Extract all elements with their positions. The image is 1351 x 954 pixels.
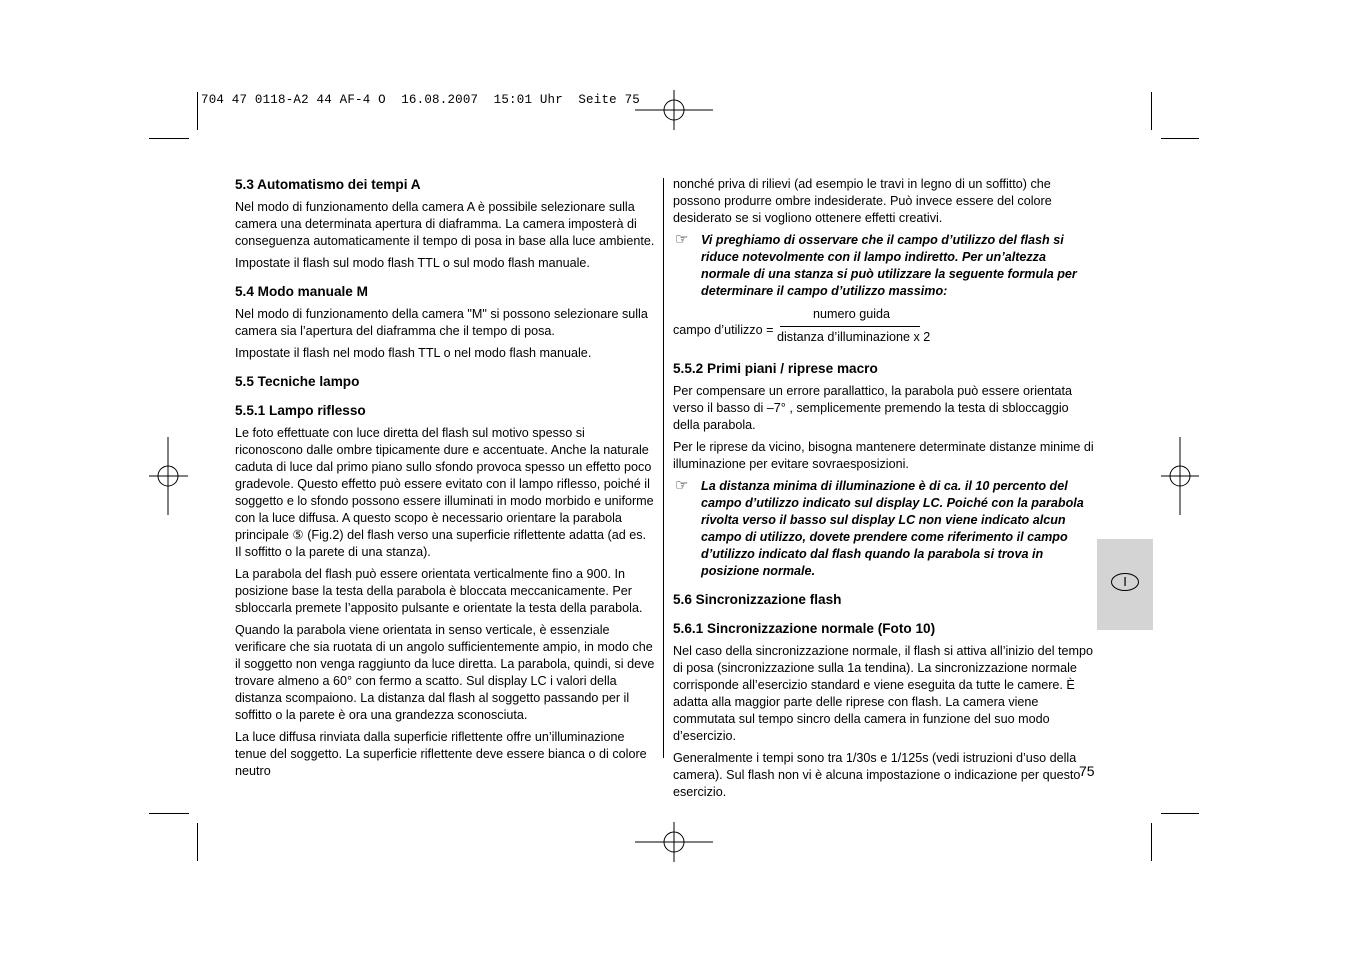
language-label: I (1123, 574, 1127, 589)
heading-5-6-1: 5.6.1 Sincronizzazione normale (Foto 10) (673, 621, 936, 636)
column-divider (663, 178, 664, 758)
formula-lhs: campo d’utilizzo = (673, 323, 774, 337)
paragraph: Per compensare un errore parallattico, la parabola può essere orientata verso il basso di –7° , semplicemente premendo la testa di sbloccaggio della parabola. (673, 384, 1073, 432)
pointing-hand-icon: ☞ (675, 477, 689, 494)
pointing-hand-icon: ☞ (675, 231, 689, 248)
formula (673, 306, 1098, 354)
paragraph: La luce diffusa rinviata dalla superficie riflettente offre un’illuminazione tenue del soggetto. La superficie riflettente deve essere bianca o di colore neutro (235, 730, 647, 778)
paragraph: Impostate il flash sul modo flash TTL o sul modo flash manuale. (235, 256, 590, 270)
print-slug: 704 47 0118-A2 44 AF-4 O 16.08.2007 15:01 Uhr Seite 75 (201, 93, 640, 107)
heading-5-5: 5.5 Tecniche lampo (235, 374, 360, 389)
heading-5-4: 5.4 Modo manuale M (235, 284, 368, 299)
paragraph: Generalmente i tempi sono tra 1/30s e 1/125s (vedi istruzioni d’uso della camera). Sul flash non vi è alcuna impostazione o indicazione per questo esercizio. (673, 751, 1081, 799)
paragraph: Quando la parabola viene orientata in senso verticale, è essenziale verificare che sia ruotata di un angolo sufficientemente ampio, in modo che il soggetto non venga raggiunto da luce diretta. La parabola, quindi, si deve trovare almeno a 60° con fermo a scatto. Sul display LC i valori della distanza scompaiono. La distanza dal flash al soggetto passando per il soffitto o la parete è ora una grandezza sconosciuta. (235, 623, 655, 722)
paragraph: Nel caso della sincronizzazione normale, il flash si attiva all’inizio del tempo di posa (sincronizzazione sulla 1a tendina). La sincronizzazione normale corrisponde all’esercizio standard e viene eseguita da tutte le camere. È adatta alla maggior parte delle riprese con flash. La camera viene commutata sul tempo sincro della camera in funzione del suo modo d’esercizio. (673, 644, 1093, 743)
language-tab (1097, 539, 1153, 630)
page-number: 75 (1079, 763, 1095, 779)
paragraph: Nel modo di funzionamento della camera "M" si possono selezionare sulla camera sia l’apertura del diaframma che il tempo di posa. (235, 307, 648, 338)
formula-denominator: distanza d’illuminazione x 2 (777, 330, 931, 344)
formula-numerator: numero guida (813, 307, 891, 321)
heading-5-3: 5.3 Automatismo dei tempi A (235, 177, 421, 192)
paragraph: Nel modo di funzionamento della camera A è possibile selezionare sulla camera una determinata apertura di diaframma. La camera imposterà di conseguenza automaticamente il tempo di posa in base alla luce ambiente. (235, 200, 655, 248)
right-column (673, 176, 1098, 806)
heading-5-5-2: 5.5.2 Primi piani / riprese macro (673, 361, 878, 376)
paragraph: Impostate il flash nel modo flash TTL o nel modo flash manuale. (235, 346, 592, 360)
left-column (235, 176, 655, 785)
note-text: Vi preghiamo di osservare che il campo d’utilizzo del flash si riduce notevolmente con il lampo indiretto. Per un’altezza normale di una stanza si può utilizzare la seguente formula per determinare il campo d’utilizzo massimo: (701, 233, 1077, 298)
fraction-bar (780, 326, 920, 327)
note-text: La distanza minima di illuminazione è di ca. il 10 percento del campo d’utilizzo indicato sul display LC. Poiché con la parabola rivolta verso il basso sul display LC non viene indicato alcun campo di utilizzo, dovete prendere come riferimento il campo d’utilizzo indicato dal flash quando la parabola si trova in posizione normale. (701, 479, 1084, 578)
note-box (673, 232, 1098, 300)
heading-5-5-1: 5.5.1 Lampo riflesso (235, 403, 366, 418)
paragraph: Le foto effettuate con luce diretta del flash sul motivo spesso si riconoscono dalle ombre tipicamente dure e accentuate. Anche la naturale caduta di luce dal primo piano sullo sfondo provoca spesso un effetto poco gradevole. Questo effetto può essere evitato con il lampo riflesso, poiché il soggetto e lo sfondo possono essere illuminati in modo morbido e uniforme con la luce diffusa. A questo scopo è necessario orientare la parabola principale ⑤ (Fig.2) del flash verso una superficie riflettente adatta (ad es. Il soffitto o la parete di una stanza). (235, 426, 654, 559)
paragraph: Per le riprese da vicino, bisogna mantenere determinate distanze minime di illuminazione per evitare sovraesposizioni. (673, 440, 1094, 471)
note-box (673, 478, 1098, 580)
paragraph: La parabola del flash può essere orientata verticalmente fino a 900. In posizione base la testa della parabola è bloccata meccanicamente. Per sbloccarla premete l’apposito pulsante e orientate la testa della parabola. (235, 567, 643, 615)
heading-5-6: 5.6 Sincronizzazione flash (673, 592, 842, 607)
paragraph: nonché priva di rilievi (ad esempio le travi in legno di un soffitto) che possono produrre ombre indesiderate. Può invece essere del colore desiderato se si vogliono ottenere effetti creativi. (673, 177, 1052, 225)
